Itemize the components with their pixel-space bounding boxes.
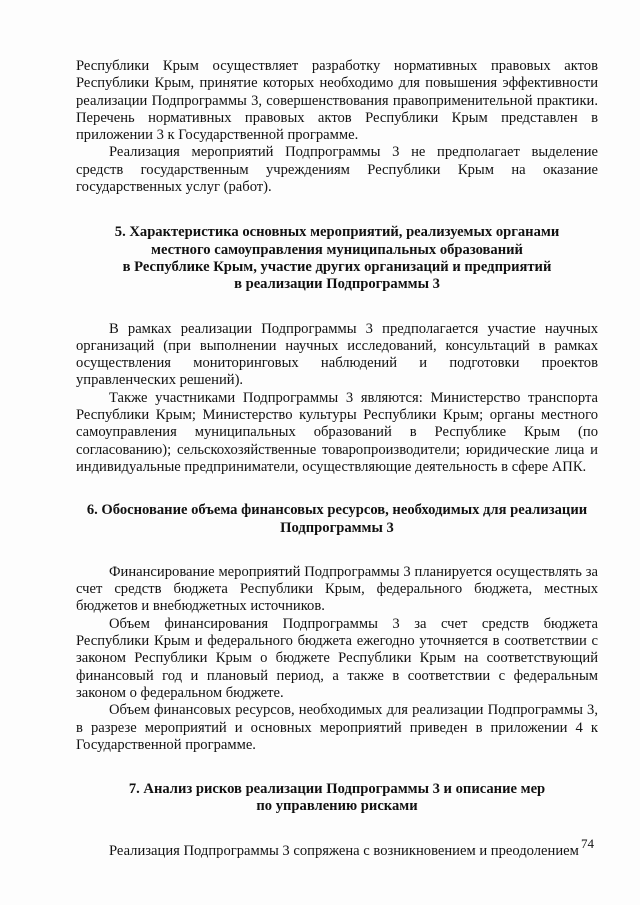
page-number: 74 (581, 836, 594, 851)
section-7-paragraph: Реализация Подпрограммы 3 сопряжена с возникновением и преодолением (109, 842, 579, 859)
heading-line: 7. Анализ рисков реализации Подпрограммы 3 и описание мер (128, 781, 546, 798)
section-7-heading (76, 781, 598, 816)
section-6-heading (76, 502, 598, 537)
section-5-paragraph: В рамках реализации Подпрограммы 3 предполагается участие научных организаций (при выполнении научных исследований, консультаций в рамках осуществления мониторинговых наблюдений и подготовки проектов управленческих решений). (76, 320, 598, 389)
heading-line: 6. Обоснование объема финансовых ресурсов, необходимых для реализации (86, 502, 588, 519)
intro-paragraph: Республики Крым осуществляет разработку нормативных правовых актов Республики Крым, принятие которых необходимо для повышения эффективности реализации Подпрограммы 3, совершенствования правоприменительной практики. Перечень нормативных правовых актов Республики Крым представлен в приложении 3 к Государственной программе. (76, 58, 598, 144)
heading-line: Подпрограммы 3 (280, 519, 394, 536)
section-6-paragraph: Финансирование мероприятий Подпрограммы 3 планируется осуществлять за счет средств бюджета Республики Крым, федерального бюджета, местных бюджетов и внебюджетных источников. (76, 563, 598, 615)
heading-line: местного самоуправления муниципальных образований (151, 241, 523, 258)
document-page (76, 58, 598, 860)
section-5-paragraph: Также участниками Подпрограммы 3 являются: Министерство транспорта Республики Крым; Министерство культуры Республики Крым; органы местного самоуправления муниципальных образований в Республике Крым (по согласованию); сельскохозяйственные товаропроизводители; юридические лица и индивидуальные предприниматели, осуществляющие деятельность в сфере АПК. (76, 389, 598, 475)
heading-line: в Республике Крым, участие других организаций и предприятий (122, 258, 552, 275)
heading-line: в реализации Подпрограммы 3 (234, 276, 440, 293)
intro-paragraph: Реализация мероприятий Подпрограммы 3 не предполагает выделение средств государственным учреждениям Республики Крым на оказание государственных услуг (работ). (76, 144, 598, 196)
section-6-paragraph: Объем финансовых ресурсов, необходимых для реализации Подпрограммы 3, в разрезе мероприятий и основных мероприятий приведен в приложении 4 к Государственной программе. (76, 702, 598, 753)
section-5-heading (76, 224, 598, 293)
heading-line: 5. Характеристика основных мероприятий, реализуемых органами (114, 224, 560, 241)
section-6-paragraph: Объем финансирования Подпрограммы 3 за счет средств бюджета Республики Крым и федерального бюджета ежегодно уточняется в соответствии с законом Республики Крым о бюджете Республики Крым на соответствующий финансовый год и плановый период, а также в соответствии с федеральным законом о федеральном бюджете. (76, 615, 598, 701)
heading-line: по управлению рисками (256, 798, 418, 815)
